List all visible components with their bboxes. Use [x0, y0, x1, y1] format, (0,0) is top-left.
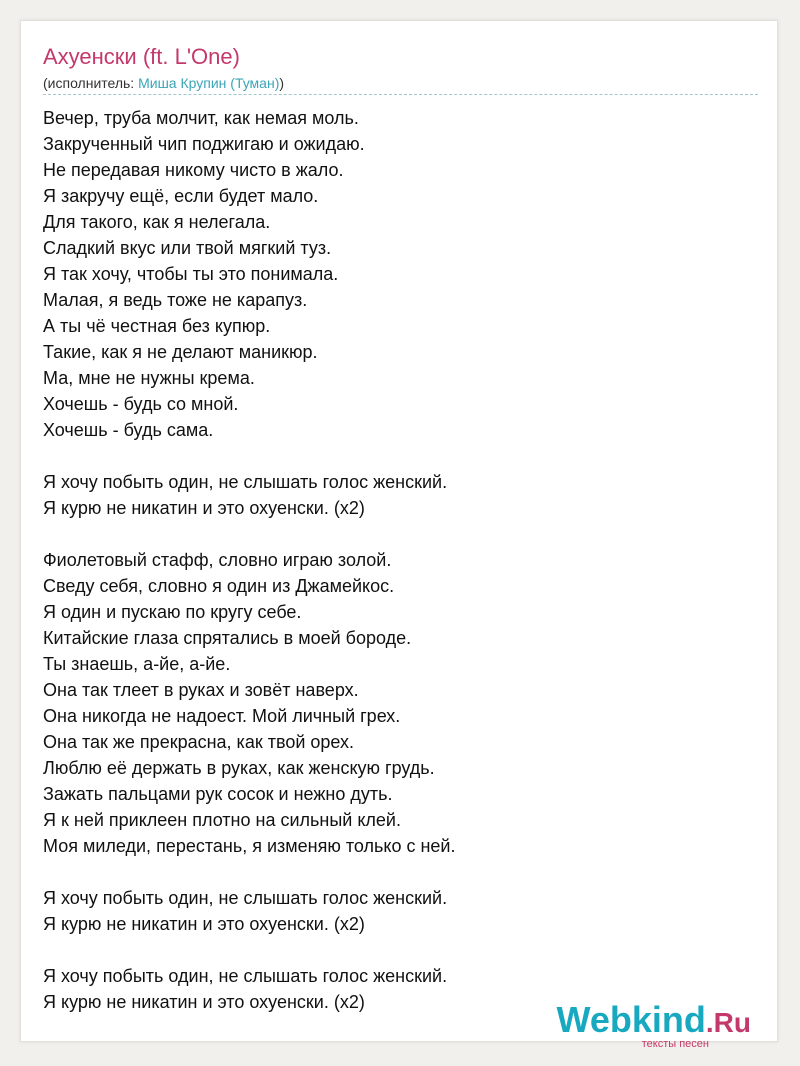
lyric-line: Я хочу побыть один, не слышать голос женский.	[43, 966, 448, 986]
stanza-gap	[43, 521, 455, 547]
lyric-line: Я курю не никатин и это охуенски. (x2)	[43, 498, 365, 518]
lyric-line: Она никогда не надоест. Мой личный грех.	[43, 706, 401, 726]
lyric-line: Вечер, труба молчит, как немая моль.	[43, 108, 359, 128]
lyric-line: Я курю не никатин и это охуенски. (x2)	[43, 914, 365, 934]
lyric-line: Закрученный чип поджигаю и ожидаю.	[43, 134, 365, 154]
lyric-line: Она так же прекрасна, как твой орех.	[43, 732, 355, 752]
lyric-line: Я закручу ещё, если будет мало.	[43, 186, 319, 206]
performer-suffix: )	[279, 75, 285, 91]
lyric-line: Я хочу побыть один, не слышать голос женский.	[43, 472, 448, 492]
artist-link[interactable]: Миша Крупин (Туман)	[138, 75, 280, 91]
lyric-line: Я так хочу, чтобы ты это понимала.	[43, 264, 339, 284]
lyric-line: Для такого, как я нелегала.	[43, 212, 271, 232]
lyric-line: Я хочу побыть один, не слышать голос женский.	[43, 888, 448, 908]
lyric-line: Хочешь - будь со мной.	[43, 394, 239, 414]
lyric-line: Я к ней приклеен плотно на сильный клей.	[43, 810, 401, 830]
song-title: Ахуенски (ft. L'One)	[43, 44, 240, 69]
lyric-line: Люблю её держать в руках, как женскую грудь.	[43, 758, 435, 778]
logo-brand: Webkind	[556, 999, 706, 1040]
title-divider	[43, 94, 758, 95]
logo-tld: .Ru	[705, 1007, 751, 1038]
stanza-gap	[43, 443, 455, 469]
stanza-gap	[43, 937, 455, 963]
lyric-line: Зажать пальцами рук сосок и нежно дуть.	[43, 784, 393, 804]
lyric-line: Китайские глаза спрятались в моей бороде.	[43, 628, 412, 648]
lyric-line: Фиолетовый стафф, словно играю золой.	[43, 550, 392, 570]
lyric-line: Хочешь - будь сама.	[43, 420, 214, 440]
lyric-line: А ты чё честная без купюр.	[43, 316, 271, 336]
lyric-line: Сведу себя, словно я один из Джамейкос.	[43, 576, 395, 596]
lyric-line: Моя миледи, перестань, я изменяю только с ней.	[43, 836, 456, 856]
lyric-line: Малая, я ведь тоже не карапуз.	[43, 290, 308, 310]
lyric-line: Сладкий вкус или твой мягкий туз.	[43, 238, 332, 258]
performer-line	[43, 74, 284, 92]
lyric-line: Я один и пускаю по кругу себе.	[43, 602, 302, 622]
lyric-line: Такие, как я не делают маникюр.	[43, 342, 318, 362]
logo-tagline: тексты песен	[641, 1038, 709, 1050]
performer-prefix: (исполнитель:	[43, 75, 139, 91]
lyric-line: Она так тлеет в руках и зовёт наверх.	[43, 680, 359, 700]
site-logo[interactable]	[557, 1001, 751, 1050]
lyrics-card	[20, 20, 778, 1050]
lyric-line: Не передавая никому чисто в жало.	[43, 160, 344, 180]
lyric-line: Ты знаешь, а-йе, а-йе.	[43, 654, 231, 674]
lyric-line: Ма, мне не нужны крема.	[43, 368, 255, 388]
lyric-line: Я курю не никатин и это охуенски. (x2)	[43, 992, 365, 1012]
lyrics-body	[43, 105, 455, 1015]
stanza-gap	[43, 859, 455, 885]
